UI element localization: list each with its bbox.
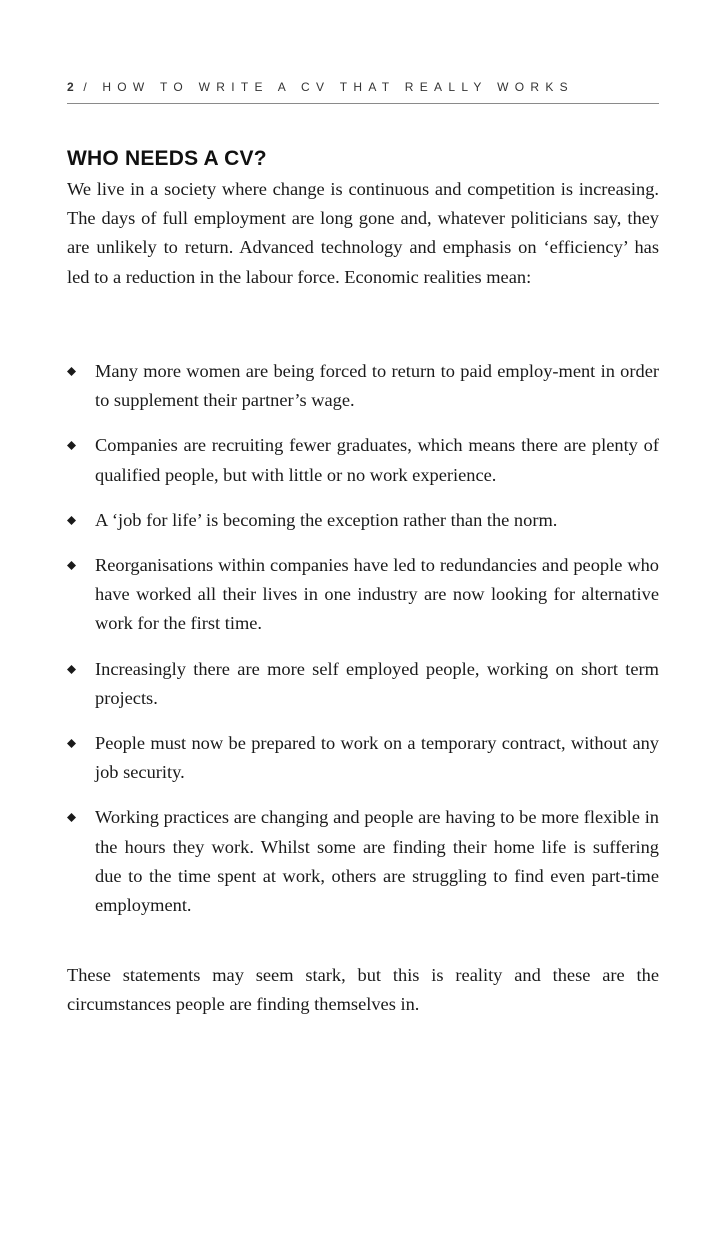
list-item <box>67 729 659 787</box>
header-rule <box>67 103 659 104</box>
diamond-icon <box>67 665 76 674</box>
diamond-icon <box>67 367 76 376</box>
page-number: 2 <box>67 80 74 94</box>
list-item <box>67 431 659 489</box>
header-separator: / <box>83 80 93 94</box>
list-item-text: Companies are recruiting fewer graduates, which means there are plenty of qualified people, but with little or no work experience. <box>95 435 659 485</box>
list-item <box>67 551 659 639</box>
diamond-icon <box>67 516 76 525</box>
list-item-text: Increasingly there are more self employed people, working on short term projects. <box>95 658 659 708</box>
list-item <box>67 803 659 920</box>
list-item <box>67 655 659 713</box>
list-item-text: Reorganisations within companies have led to redundancies and people who have worked all their lives in one industry are now looking for alternative work for the first time. <box>95 555 659 634</box>
intro-paragraph: We live in a society where change is continuous and competition is increasing. The days of full employment are long gone and, whatever politicians say, they are unlikely to return. Advanced technology and emphasis on ‘efficiency’ has led to a reduction in the labour force. Economic realities mean: <box>67 179 659 287</box>
diamond-icon <box>67 561 76 570</box>
running-header <box>67 80 659 94</box>
list-item <box>67 357 659 415</box>
bullet-list <box>67 357 659 936</box>
running-title: HOW TO WRITE A CV THAT REALLY WORKS <box>102 80 574 94</box>
list-item <box>67 506 659 535</box>
diamond-icon <box>67 739 76 748</box>
diamond-icon <box>67 813 76 822</box>
diamond-icon <box>67 441 76 450</box>
section-heading: WHO NEEDS A CV? <box>67 147 267 170</box>
list-item-text: A ‘job for life’ is becoming the exception rather than the norm. <box>95 509 558 530</box>
list-item-text: Many more women are being forced to return to paid employ-ment in order to supplement their partner’s wage. <box>95 361 659 411</box>
list-item-text: People must now be prepared to work on a temporary contract, without any job security. <box>95 733 659 783</box>
list-item-text: Working practices are changing and people are having to be more flexible in the hours they work. Whilst some are finding their home life is suffering due to the time spent at work, others are struggling to find even part-time employment. <box>95 807 659 916</box>
closing-paragraph: These statements may seem stark, but this is reality and these are the circumstances people are finding themselves in. <box>67 965 659 1015</box>
